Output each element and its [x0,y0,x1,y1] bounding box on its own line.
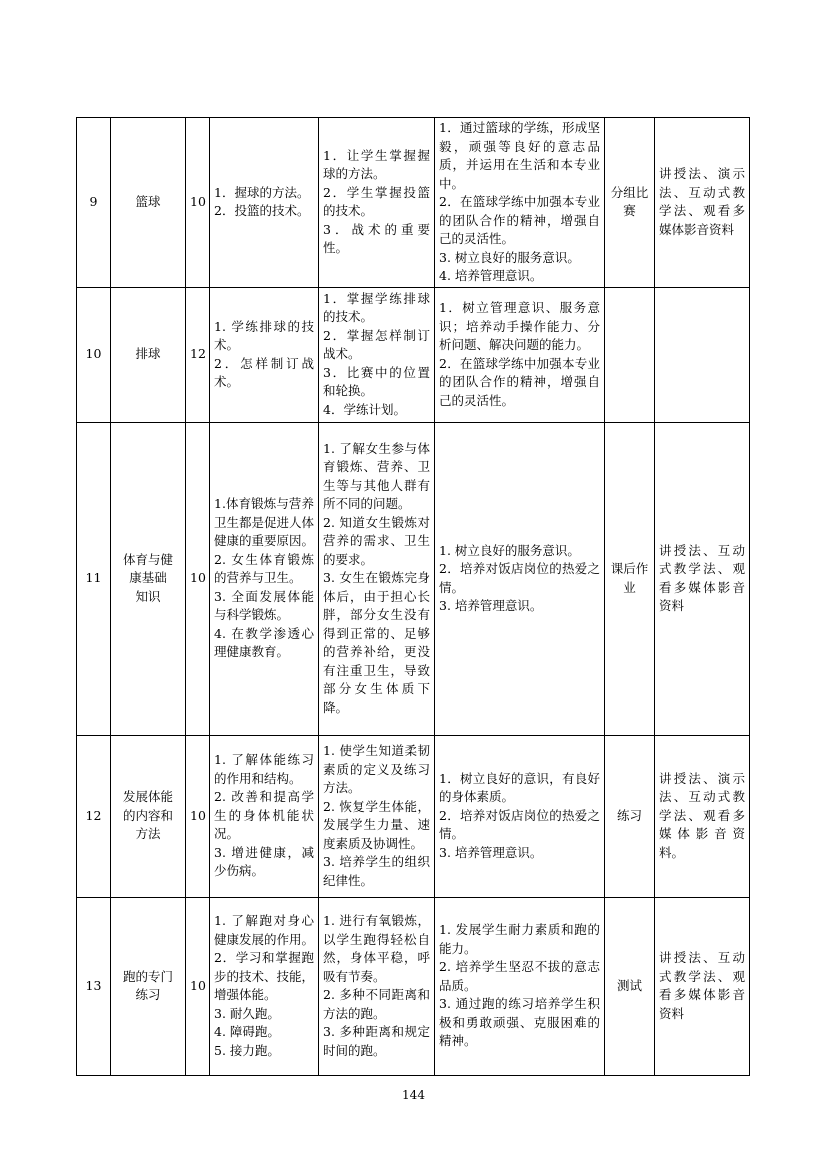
hours-cell [186,897,210,1075]
quality-item: 1．树立管理意识、服务意识；培养动手操作能力、分析问题、解决问题的能力。 [439,300,600,352]
quality-item: 3. 培养管理意识。 [439,844,543,860]
quality-cell [435,897,605,1075]
objective-item: 1. 进行有氧锻炼，以学生跑得轻松自然，身体平稳，呼吸有节奏。 [323,913,430,984]
assessment-value: 练习 [616,807,642,823]
methods-cell [655,897,750,1075]
content-item: 1．握球的方法。 [214,184,310,200]
hours-value: 10 [190,570,206,586]
hours-cell [186,422,210,735]
row-number: 9 [89,194,98,209]
hours-cell [186,735,210,897]
assessment-value: 测试 [616,977,642,993]
topic-cell [111,287,186,422]
table-row [77,422,750,735]
topic-line: 发展体能 [122,789,173,805]
content-item: 3. 全面发展体能与科学锻炼。 [214,588,314,623]
topic-cell [111,118,186,288]
quality-item: 2．在篮球学练中加强本专业的团队合作的精神，增强自己的灵活性。 [439,355,600,408]
topic-line: 篮球 [135,194,161,209]
objectives-cell [319,735,435,897]
objectives-cell [319,287,435,422]
quality-cell [435,118,605,288]
content-item: 5. 接力跑。 [214,1042,280,1058]
methods-value: 讲授法、演示法、互动式教学法、观看多媒体影音资料。 [659,770,745,860]
hours-value: 10 [190,977,206,993]
row-number-cell [77,118,111,288]
content-item: 3. 增进健康，减少伤病。 [214,844,314,879]
topic-line: 练习 [135,987,161,1002]
objective-item: 4．学练计划。 [323,401,406,417]
content-item: 1. 学练排球的技术。 [214,318,314,352]
methods-value: 讲授法、互动式教学法、观看多媒体影音资料 [659,950,745,1021]
row-number-cell [77,422,111,735]
topic-line: 康基础 [129,570,167,586]
content-item: 2. 女生体育锻炼的营养与卫生。 [214,551,314,586]
assessment-value: 课后作业 [610,561,649,595]
objective-item: 3. 女生在锻炼完身体后，由于担心长胖，部分女生没有得到正常的、足够的营养补给，更没有注重卫生，导致部分女生体质下降。 [323,570,430,715]
topic-line: 排球 [135,346,161,362]
table-row [77,897,750,1075]
topic-line: 的内容和 [122,807,173,823]
table-row [77,735,750,897]
table-row [77,118,750,288]
methods-cell [655,287,750,422]
content-item: 1. 了解跑对身心健康发展的作用。 [214,913,315,947]
topic-cell [111,422,186,735]
row-number: 10 [85,346,102,362]
objectives-cell [319,422,435,735]
objective-item: 2. 恢复学生体能，发展学生力量、速度素质及协调性。 [323,798,430,851]
objective-item: 3. 培养学生的组织纪律性。 [323,854,430,888]
page-number: 144 [402,1088,425,1102]
objective-item: 2. 知道女生锻炼对营养的需求、卫生的要求。 [323,514,430,567]
quality-item: 2．在篮球学练中加强本专业的团队合作的精神，增强自己的灵活性。 [439,194,600,246]
quality-item: 1．通过篮球的学练，形成坚毅，顽强等良好的意志品质，并运用在生活和本专业中。 [439,120,600,191]
quality-cell [435,422,605,735]
methods-value: 讲授法、互动式教学法、观看多媒体影音资料 [659,542,745,613]
quality-item: 2．培养对饭店岗位的热爱之情。 [439,807,600,842]
row-number: 12 [85,807,102,823]
topic-line: 体育与健 [122,551,173,567]
objective-item: 2. 多种不同距离和方法的跑。 [323,987,430,1021]
objective-item: 1．让学生掌握握球的方法。 [323,147,430,182]
methods-cell [655,422,750,735]
content-item: 1.体育锻炼与营养卫生都是促进人体健康的重要原因。 [214,496,315,549]
objective-item: 1. 了解女生参与体育锻炼、营养、卫生等与其他人群有所不同的问题。 [323,440,430,512]
row-number: 13 [85,977,102,993]
row-number-cell [77,735,111,897]
objective-item: 1. 使学生知道柔韧素质的定义及练习方法。 [323,743,430,795]
assessment-cell [605,118,655,288]
quality-item: 3. 通过跑的练习培养学生积极和勇敢顽强、克服困难的精神。 [439,996,600,1049]
objective-item: 3．战术的重要性。 [323,221,430,256]
topic-cell [111,735,186,897]
hours-cell [186,287,210,422]
content-cell [210,287,319,422]
quality-item: 3. 树立良好的服务意识。 [439,249,580,265]
objective-item: 3．比赛中的位置和轮换。 [323,364,430,399]
topic-line: 方法 [135,826,161,842]
content-item: 4. 障碍跑。 [214,1024,280,1039]
assessment-cell [605,287,655,422]
quality-item: 4. 培养管理意识。 [439,268,543,283]
quality-cell [435,287,605,422]
table-body [77,118,750,1076]
assessment-value: 分组比赛 [610,184,649,219]
content-cell [210,422,319,735]
content-cell [210,897,319,1075]
assessment-cell [605,735,655,897]
content-item: 2．学习和掌握跑步的技术、技能，增强体能。 [214,950,315,1002]
quality-cell [435,735,605,897]
quality-item: 2. 培养学生坚忍不拔的意志品质。 [439,959,600,993]
topic-cell [111,897,186,1075]
objective-item: 1．掌握学练排球的技术。 [323,290,430,325]
methods-cell [655,735,750,897]
hours-value: 12 [190,346,206,362]
objective-item: 3. 多种距离和规定时间的跑。 [323,1024,430,1058]
table-row [77,287,750,422]
content-item: 2．怎样制订战术。 [214,355,314,389]
quality-item: 1．树立良好的意识，有良好的身体素质。 [439,770,600,805]
row-number: 11 [85,570,102,586]
hours-cell [186,118,210,288]
quality-item: 3. 培养管理意识。 [439,598,543,613]
content-item: 1. 了解体能练习的作用和结构。 [214,752,314,786]
row-number-cell [77,287,111,422]
methods-cell [655,118,750,288]
content-item: 3. 耐久跑。 [214,1005,280,1021]
topic-line: 知识 [135,588,161,604]
curriculum-table [76,117,750,1076]
row-number-cell [77,897,111,1075]
objectives-cell [319,897,435,1075]
methods-value: 讲授法、演示法、互动式教学法、观看多媒体影音资料 [659,166,745,237]
content-item: 2. 改善和提高学生的身体机能状况。 [214,789,314,842]
quality-item: 1. 发展学生耐力素质和跑的能力。 [439,922,600,956]
objectives-cell [319,118,435,288]
content-cell [210,118,319,288]
objective-item: 2．学生掌握投篮的技术。 [323,184,430,219]
quality-item: 1. 树立良好的服务意识。 [439,542,580,558]
content-item: 2．投篮的技术。 [214,203,310,219]
content-item: 4. 在教学渗透心理健康教育。 [214,625,314,660]
objective-item: 2．掌握怎样制订战术。 [323,327,430,362]
quality-item: 2．培养对饭店岗位的热爱之情。 [439,561,600,595]
assessment-cell [605,422,655,735]
topic-line: 跑的专门 [122,968,173,984]
hours-value: 10 [190,807,206,823]
assessment-cell [605,897,655,1075]
content-cell [210,735,319,897]
hours-value: 10 [190,194,206,209]
